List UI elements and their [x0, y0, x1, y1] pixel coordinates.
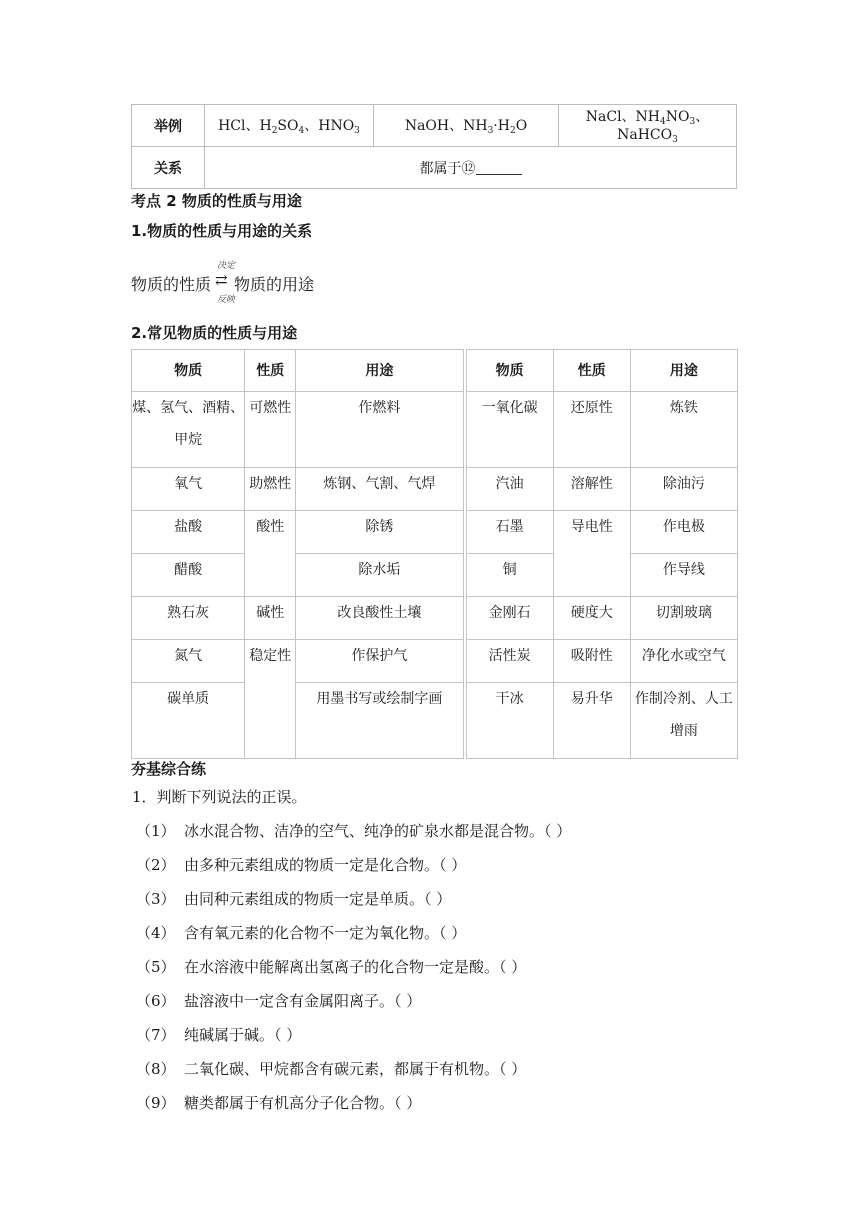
table-row [132, 105, 737, 147]
question-item: （6） 盐溶液中一定含有金属阳离子。（ ） [136, 992, 422, 1010]
relation-left: 物质的性质 [131, 275, 212, 294]
column-header: 性质 [553, 350, 630, 392]
question-item: （3） 由同种元素组成的物质一定是单质。（ ） [136, 890, 452, 908]
question-item: （4） 含有氧元素的化合物不一定为氧化物。（ ） [136, 924, 467, 942]
property-use-table [131, 349, 738, 759]
table-cell: 一氧化碳 [466, 392, 553, 468]
table-cell: 活性炭 [466, 640, 553, 683]
column-header: 物质 [132, 350, 245, 392]
double-arrow-icon: ⇄ [215, 271, 228, 289]
salts-example: NaCl、$NH_4NO_3$、NaHCO$_3$ [559, 105, 737, 147]
table-cell: 导电性 [553, 511, 630, 597]
question-item: （1） 冰水混合物、洁净的空气、纯净的矿泉水都是混合物。（ ） [136, 822, 572, 840]
table-row [132, 554, 738, 597]
table-cell: 吸附性 [553, 640, 630, 683]
table-cell: 作燃料 [296, 392, 463, 468]
table-cell: 碱性 [245, 597, 296, 640]
table-cell: 净化水或空气 [630, 640, 737, 683]
classification-table [131, 104, 737, 189]
bases-example: NaOH、$NH_3\cdot H_2O$ [374, 105, 559, 147]
question-item: （2） 由多种元素组成的物质一定是化合物。（ ） [136, 856, 467, 874]
question-item: （9） 糖类都属于有机高分子化合物。（ ） [136, 1094, 422, 1112]
table-cell: 酸性 [245, 511, 296, 597]
table-cell: 改良酸性土壤 [296, 597, 463, 640]
table-cell: 作制冷剂、人工增雨 [630, 683, 737, 759]
relation-bottom-label: 反映 [217, 295, 236, 305]
section-title: 考点 2 物质的性质与用途 [131, 192, 302, 210]
table-cell: 稳定性 [245, 640, 296, 759]
acids-example: HCl、$H_2SO_4$、$HNO_3$ [205, 105, 374, 147]
relation-top-label: 决定 [217, 261, 236, 271]
relation-cell: 都属于⑫ [205, 147, 737, 189]
table-cell: 作电极 [630, 511, 737, 554]
table-row [132, 468, 738, 511]
table-cell: 铜 [466, 554, 553, 597]
table-row [132, 640, 738, 683]
table-cell: 炼铁 [630, 392, 737, 468]
table-cell: 用墨书写或绘制字画 [296, 683, 463, 759]
table-cell: 盐酸 [132, 511, 245, 554]
table-cell: 作导线 [630, 554, 737, 597]
table-row [132, 392, 738, 468]
table-cell: 石墨 [466, 511, 553, 554]
answer-blank [476, 160, 522, 175]
table-cell: 煤、氢气、酒精、甲烷 [132, 392, 245, 468]
column-header: 物质 [466, 350, 553, 392]
table-cell: 汽油 [466, 468, 553, 511]
table-cell: 还原性 [553, 392, 630, 468]
table-cell: 氧气 [132, 468, 245, 511]
table-cell: 熟石灰 [132, 597, 245, 640]
practice-title: 夯基综合练 [131, 760, 207, 778]
relation-right: 物质的用途 [234, 275, 315, 294]
relation-label: 关系 [132, 147, 205, 189]
table-cell: 切割玻璃 [630, 597, 737, 640]
table-header-row [132, 350, 738, 392]
table-row [132, 511, 738, 554]
question-item: （7） 纯碱属于碱。（ ） [136, 1026, 302, 1044]
table-cell: 金刚石 [466, 597, 553, 640]
column-header: 性质 [245, 350, 296, 392]
table-row [132, 597, 738, 640]
subsection-title: 2.常见物质的性质与用途 [131, 324, 298, 342]
column-header: 用途 [296, 350, 463, 392]
table-cell: 易升华 [553, 683, 630, 759]
question-intro: 1．判断下列说法的正误。 [132, 788, 307, 806]
column-header: 用途 [630, 350, 737, 392]
table-cell: 可燃性 [245, 392, 296, 468]
table-cell: 助燃性 [245, 468, 296, 511]
table-cell: 溶解性 [553, 468, 630, 511]
table-cell: 碳单质 [132, 683, 245, 759]
table-row [132, 147, 737, 189]
table-cell: 除水垢 [296, 554, 463, 597]
example-label: 举例 [132, 105, 205, 147]
question-item: （5） 在水溶液中能解离出氢离子的化合物一定是酸。（ ） [136, 958, 527, 976]
table-cell: 干冰 [466, 683, 553, 759]
question-item: （8） 二氧化碳、甲烷都含有碳元素，都属于有机物。（ ） [136, 1060, 527, 1078]
table-cell: 醋酸 [132, 554, 245, 597]
table-cell: 氮气 [132, 640, 245, 683]
subsection-title: 1.物质的性质与用途的关系 [131, 222, 313, 240]
table-cell: 除油污 [630, 468, 737, 511]
table-cell: 炼钢、气割、气焊 [296, 468, 463, 511]
table-row [132, 683, 738, 759]
property-use-relation [131, 258, 451, 308]
table-cell: 硬度大 [553, 597, 630, 640]
table-cell: 除锈 [296, 511, 463, 554]
table-cell: 作保护气 [296, 640, 463, 683]
